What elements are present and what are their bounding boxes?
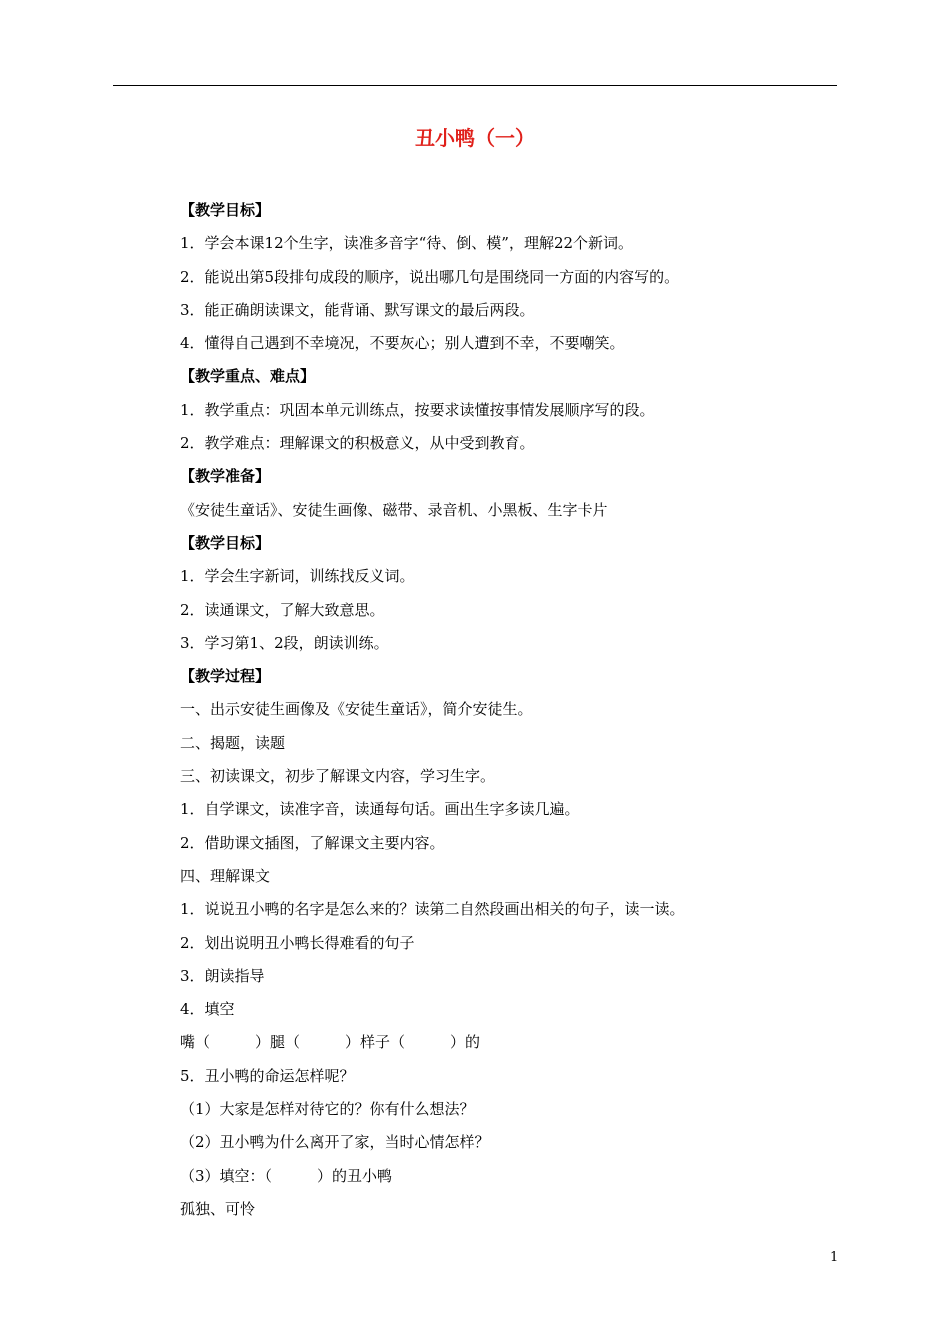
text-line: （3）填空：（ ）的丑小鸭 (180, 1166, 393, 1185)
text-line: 1．说说丑小鸭的名字是怎么来的？读第二自然段画出相关的句子，读一读。 (180, 900, 685, 919)
text-line: 1．教学重点：巩固本单元训练点，按要求读懂按事情发展顺序写的段。 (180, 400, 655, 419)
text-line: 3．学习第1、2段，朗读训练。 (180, 633, 389, 652)
header-rule (113, 85, 837, 86)
text-line: 嘴（ ）腿（ ）样子（ ）的 (180, 1033, 481, 1052)
text-line: 二、揭题，读题 (180, 733, 286, 752)
page-number: 1 (830, 1250, 839, 1265)
text-line: 3．能正确朗读课文，能背诵、默写课文的最后两段。 (180, 300, 535, 319)
text-line: 4．懂得自己遇到不幸境况，不要灰心；别人遭到不幸，不要嘲笑。 (180, 334, 625, 353)
text-line: 3．朗读指导 (180, 966, 265, 985)
page-title: 丑小鸭（一） (415, 126, 535, 150)
text-line: 1．学会本课12个生字，读准多音字“待、倒、模”，理解22个新词。 (180, 234, 634, 253)
section-heading: 【教学过程】 (180, 667, 271, 686)
text-line: 2．能说出第5段排句成段的顺序，说出哪几句是围绕同一方面的内容写的。 (180, 267, 680, 286)
document-body (180, 200, 820, 1232)
text-line: 《安徒生童话》、安徒生画像、磁带、录音机、小黑板、生字卡片 (180, 500, 608, 519)
text-line: 2．借助课文插图，了解课文主要内容。 (180, 833, 445, 852)
text-line: 1．学会生字新词，训练找反义词。 (180, 567, 415, 586)
text-line: 一、出示安徒生画像及《安徒生童话》，简介安徒生。 (180, 700, 533, 719)
text-line: 2．教学难点：理解课文的积极意义，从中受到教育。 (180, 434, 535, 453)
section-heading: 【教学重点、难点】 (180, 367, 316, 386)
section-heading: 【教学准备】 (180, 467, 271, 486)
text-line: （1）大家是怎样对待它的？你有什么想法？ (180, 1100, 475, 1119)
text-line: 孤独、可怜 (180, 1199, 256, 1218)
text-line: 三、初读课文，初步了解课文内容，学习生字。 (180, 767, 496, 786)
text-line: 2．读通课文，了解大致意思。 (180, 600, 385, 619)
text-line: （2）丑小鸭为什么离开了家，当时心情怎样？ (180, 1133, 490, 1152)
text-line: 1．自学课文，读准字音，读通每句话。画出生字多读几遍。 (180, 800, 580, 819)
section-heading: 【教学目标】 (180, 533, 271, 552)
section-heading: 【教学目标】 (180, 201, 271, 219)
text-line: 四、理解课文 (180, 866, 271, 885)
text-line: 5．丑小鸭的命运怎样呢？ (180, 1066, 355, 1085)
text-line: 2．划出说明丑小鸭长得难看的句子 (180, 933, 415, 952)
text-line: 4．填空 (180, 1000, 235, 1019)
